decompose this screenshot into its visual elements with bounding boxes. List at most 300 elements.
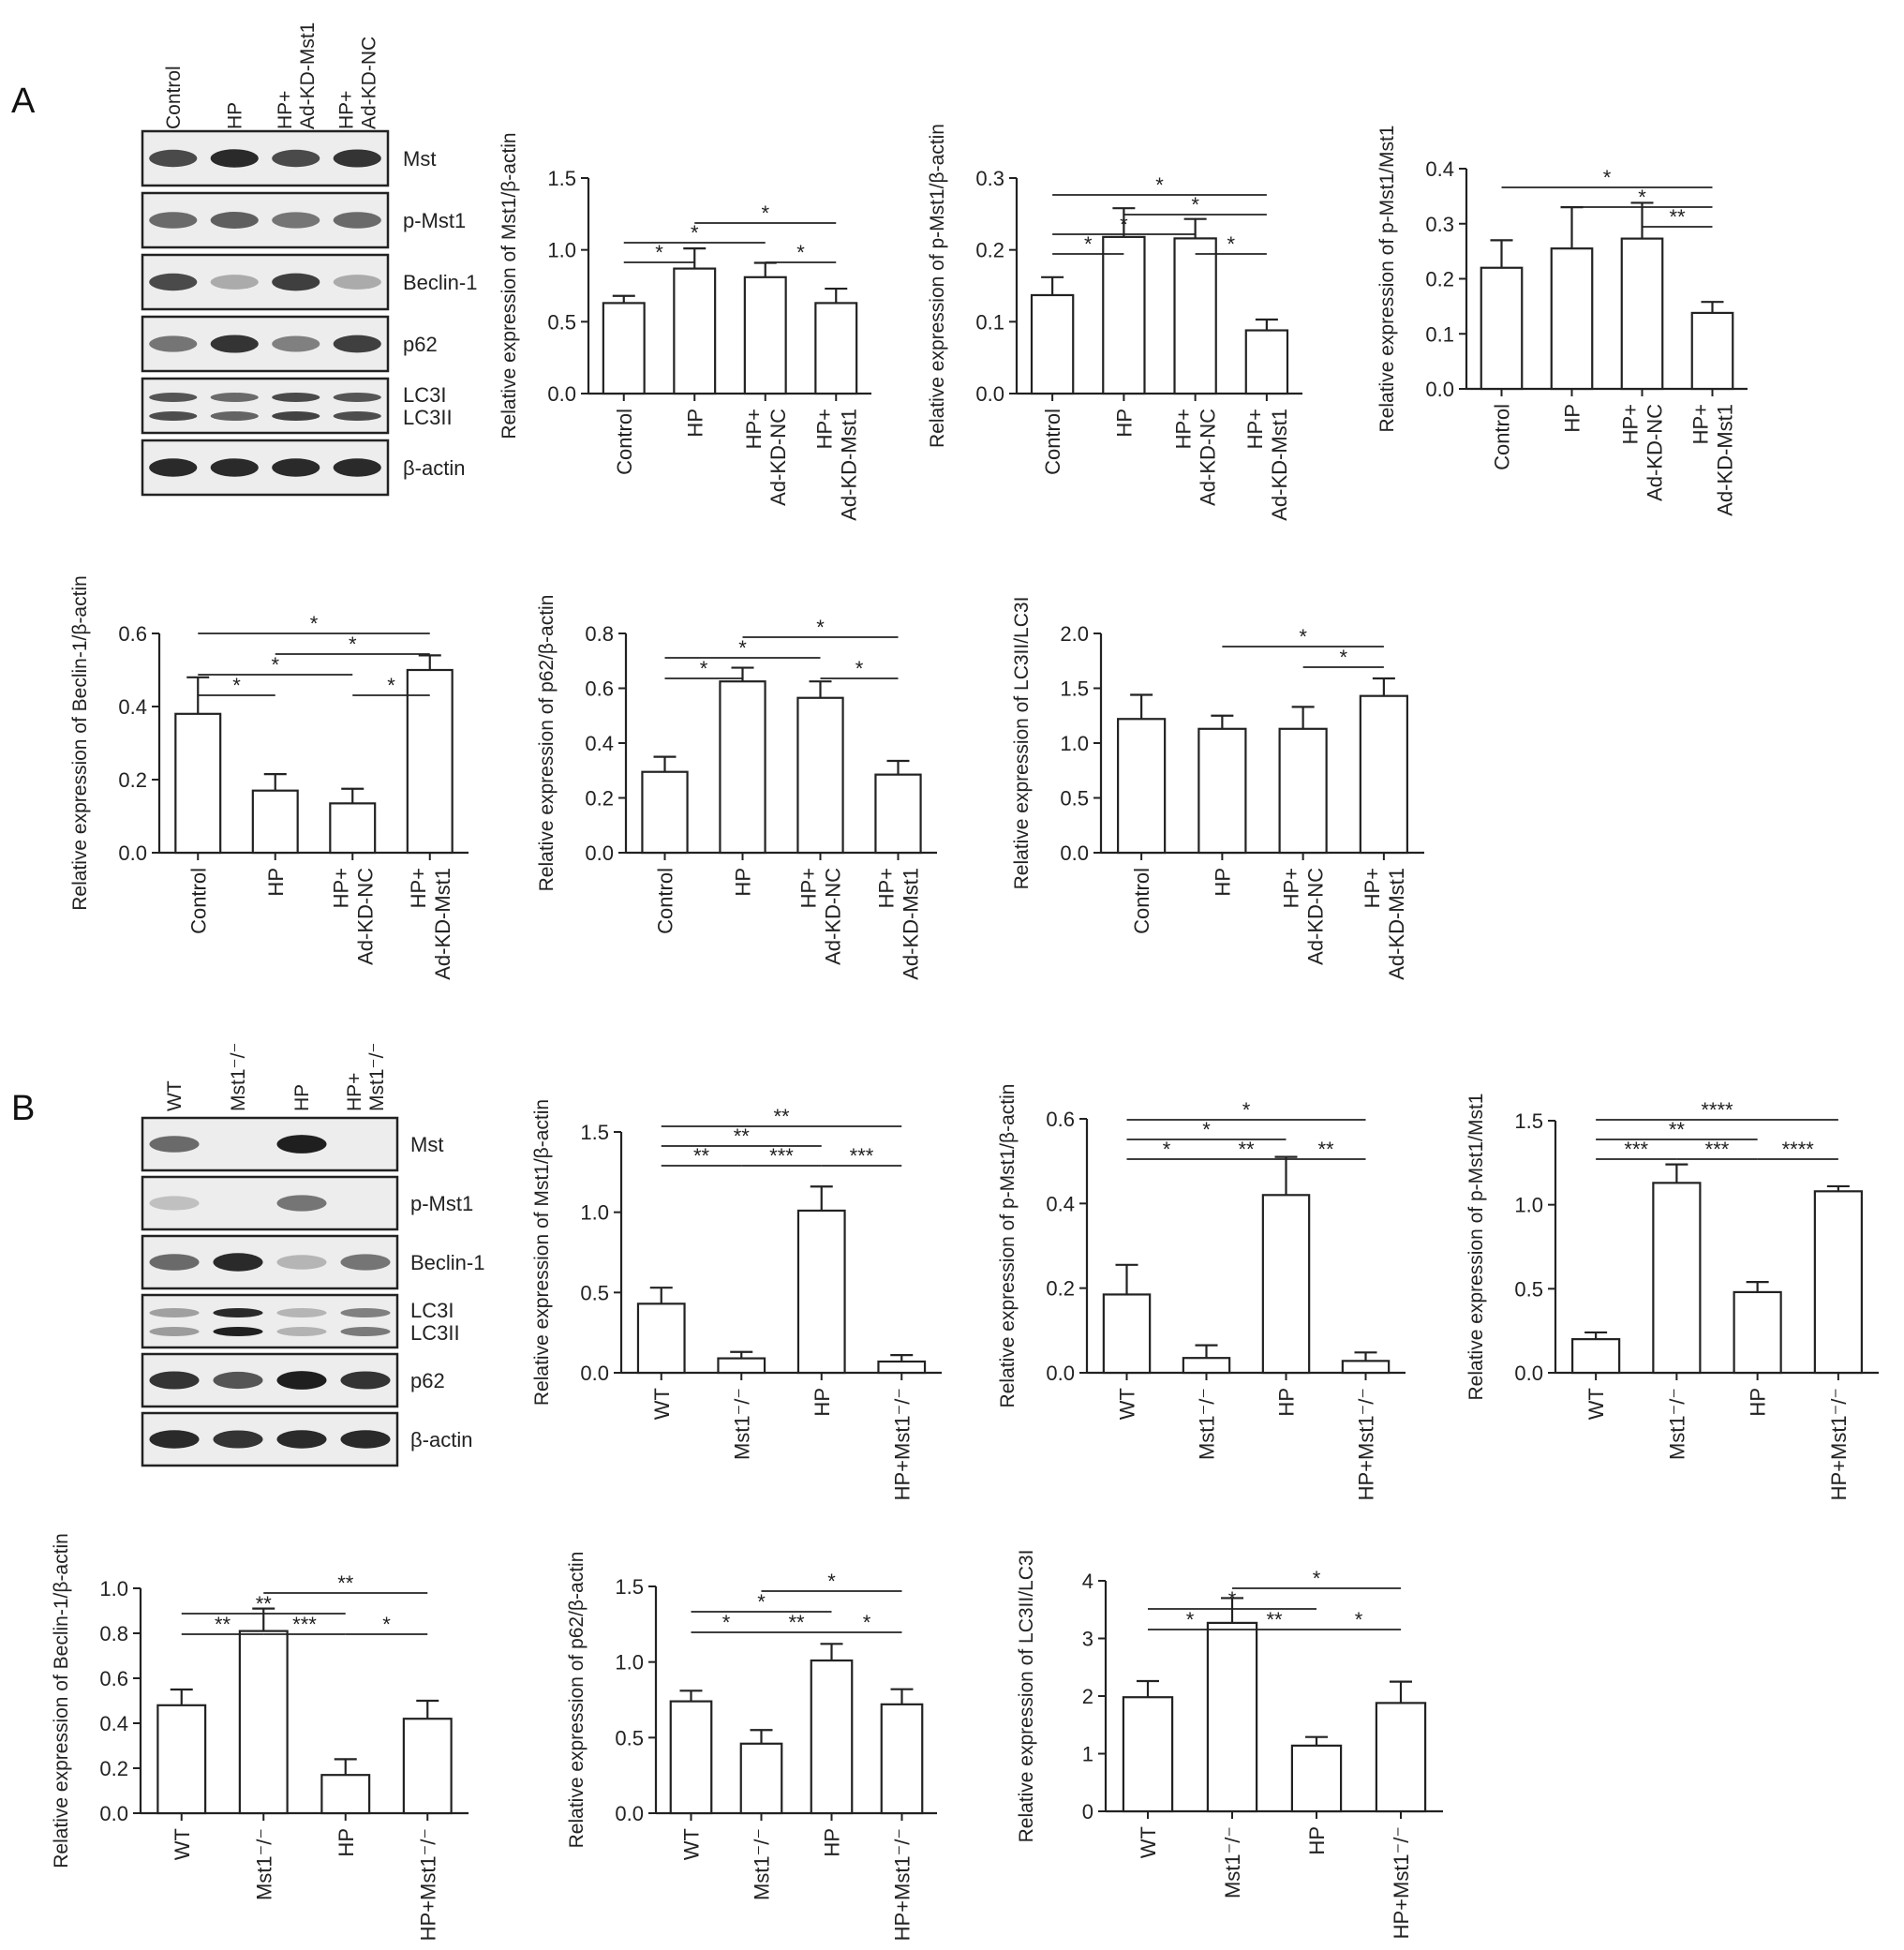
blot-band — [272, 411, 320, 421]
y-tick-label: 1.5 — [547, 167, 576, 190]
blot-band — [334, 411, 381, 421]
y-axis-label: Relative expression of Mst1/β-actin — [531, 1098, 553, 1407]
y-tick-label: 0.4 — [99, 1712, 128, 1735]
significance-label: * — [1638, 186, 1646, 209]
x-category-label: Mst1⁻/⁻ — [252, 1828, 276, 1901]
significance-label: *** — [769, 1144, 794, 1168]
x-category-label: Ad-KD-Mst1 — [1267, 409, 1291, 521]
bar — [408, 670, 453, 853]
bar — [1198, 729, 1245, 853]
x-category-label: HP+Mst1⁻/⁻ — [890, 1388, 915, 1501]
blot-band — [272, 458, 320, 476]
x-category-label: HP+ — [1171, 409, 1196, 450]
x-category-label: Ad-KD-NC — [1303, 868, 1328, 965]
x-category-label: Ad-KD-NC — [1196, 409, 1220, 506]
bar — [253, 791, 298, 853]
bar — [1653, 1183, 1700, 1373]
bar — [1263, 1195, 1309, 1373]
blot-band — [340, 1430, 390, 1448]
y-tick-label: 2 — [1081, 1685, 1093, 1708]
x-category-label: Ad-KD-NC — [766, 409, 790, 506]
x-category-label: HP — [683, 409, 707, 438]
significance-label: * — [1227, 1587, 1237, 1611]
blot-row — [142, 379, 453, 433]
significance-label: * — [690, 221, 699, 245]
blot-band — [272, 274, 320, 291]
blot-row-label: β-actin — [403, 456, 466, 480]
bar — [1118, 719, 1165, 853]
blot-band — [211, 335, 259, 352]
bar-chart — [566, 1552, 937, 1942]
significance-label: * — [271, 653, 280, 677]
significance-label: * — [1339, 646, 1348, 669]
blot-band — [334, 212, 381, 229]
bar — [1103, 237, 1144, 394]
x-category-label: Ad-KD-NC — [353, 868, 378, 965]
y-tick-label: 0.4 — [118, 695, 147, 719]
bar — [1246, 331, 1287, 394]
significance-label: * — [655, 241, 663, 264]
blot-band — [334, 149, 381, 167]
blot-band — [340, 1254, 390, 1270]
x-category-label: HP+ — [1242, 409, 1267, 450]
significance-label: * — [1312, 1567, 1321, 1590]
y-tick-label: 0.0 — [1514, 1362, 1543, 1385]
x-category-label: HP+ — [741, 409, 766, 450]
significance-label: * — [1242, 1098, 1251, 1122]
y-tick-label: 1.0 — [99, 1577, 128, 1600]
y-axis-label: Relative expression of LC3II/LC3I — [1016, 1549, 1037, 1843]
bar — [1376, 1703, 1425, 1811]
significance-label: * — [796, 241, 805, 264]
significance-label: * — [738, 636, 747, 660]
x-category-label: Control — [653, 868, 677, 934]
y-tick-label: 0.0 — [99, 1802, 128, 1825]
bar-chart — [69, 575, 469, 980]
bar-chart — [498, 132, 871, 520]
significance-label: * — [387, 674, 395, 697]
y-tick-label: 3 — [1081, 1627, 1093, 1651]
blot-band — [149, 212, 197, 229]
y-tick-label: 0.0 — [615, 1802, 644, 1825]
significance-label: * — [1120, 213, 1128, 236]
x-category-label: HP+Mst1⁻/⁻ — [1826, 1388, 1851, 1501]
y-tick-label: 0.6 — [585, 677, 614, 701]
x-category-label: WT — [170, 1828, 194, 1861]
x-category-label: Control — [1041, 409, 1065, 475]
bar — [1815, 1191, 1862, 1373]
significance-label: ** — [255, 1592, 272, 1615]
bar — [674, 269, 715, 394]
significance-label: * — [1185, 1608, 1195, 1631]
significance-label: *** — [849, 1144, 874, 1168]
y-tick-label: 0.2 — [1425, 267, 1454, 291]
blot-lane-label: HP+ — [274, 90, 296, 129]
bar — [1361, 696, 1407, 853]
blot-band — [149, 1371, 199, 1389]
significance-label: * — [1083, 232, 1093, 256]
y-tick-label: 1.0 — [1514, 1193, 1543, 1217]
y-axis-label: Relative expression of p62/β-actin — [566, 1551, 588, 1849]
y-tick-label: 1.0 — [580, 1200, 609, 1225]
bar-chart — [1011, 597, 1424, 980]
blot-row-label: β-actin — [410, 1428, 473, 1451]
x-category-label: HP — [334, 1828, 358, 1857]
bar — [878, 1362, 925, 1373]
blot-band — [149, 411, 197, 421]
x-category-label: HP+ — [329, 868, 353, 909]
x-category-label: Ad-KD-Mst1 — [1384, 868, 1408, 980]
blot-band — [276, 1308, 326, 1317]
blot-band — [272, 150, 320, 168]
panel-letter-b: B — [11, 1089, 36, 1128]
blot-row-label: p62 — [410, 1369, 445, 1392]
blot-band — [149, 1430, 199, 1448]
y-tick-label: 0.2 — [585, 786, 614, 811]
blot-band — [213, 1253, 262, 1271]
blot-band — [211, 275, 259, 290]
x-category-label: Ad-KD-Mst1 — [837, 409, 861, 521]
bar — [1572, 1339, 1619, 1373]
bar — [175, 714, 220, 853]
blot-lane-label: Control — [162, 66, 185, 129]
x-category-label: Ad-KD-Mst1 — [1713, 404, 1737, 516]
blot-band — [213, 1430, 262, 1448]
bar-chart — [997, 1084, 1406, 1501]
blot-lane-label: Mst1⁻/⁻ — [228, 1042, 249, 1111]
bar — [1552, 248, 1593, 389]
blot-row — [142, 131, 436, 186]
y-tick-label: 0.0 — [547, 382, 576, 406]
x-category-label: HP — [1746, 1388, 1770, 1417]
blot-row — [142, 317, 438, 371]
blot-band — [149, 1136, 199, 1153]
bar-chart — [1465, 1094, 1879, 1501]
blot-band — [213, 1308, 262, 1317]
y-axis-label: Relative expression of p-Mst1/β-actin — [997, 1083, 1019, 1408]
y-axis-label: Relative expression of LC3II/LC3I — [1011, 596, 1033, 890]
significance-label: ** — [337, 1571, 354, 1595]
western-blot-b — [142, 1042, 484, 1466]
y-tick-label: 0.6 — [118, 622, 147, 646]
blot-band — [211, 458, 259, 476]
y-tick-label: 0.4 — [1425, 157, 1454, 181]
significance-label: * — [721, 1611, 731, 1634]
significance-label: ** — [788, 1611, 805, 1634]
blot-lane-label: Ad-KD-NC — [358, 36, 380, 129]
blot-lane-label: HP+ — [335, 90, 358, 129]
x-category-label: HP+Mst1⁻/⁻ — [1354, 1388, 1378, 1501]
blot-band — [276, 1327, 326, 1336]
significance-label: * — [862, 1611, 871, 1634]
x-category-label: Ad-KD-NC — [1643, 404, 1667, 501]
blot-lane-label: HP+ — [344, 1072, 365, 1111]
y-tick-label: 0.2 — [975, 238, 1004, 262]
bar — [1481, 268, 1523, 389]
blot-lane-label: Ad-KD-Mst1 — [296, 22, 319, 129]
x-category-label: HP+ — [796, 868, 821, 909]
x-category-label: WT — [1137, 1826, 1160, 1859]
bar — [330, 803, 375, 853]
bar-chart — [927, 124, 1302, 521]
significance-label: **** — [1701, 1098, 1733, 1122]
y-tick-label: 0.0 — [1425, 378, 1454, 401]
blot-row-label: Beclin-1 — [410, 1251, 485, 1274]
x-category-label: Control — [1130, 868, 1154, 934]
y-axis-label: Relative expression of p62/β-actin — [536, 594, 558, 892]
x-category-label: HP+Mst1⁻/⁻ — [416, 1828, 440, 1942]
bar — [718, 1359, 765, 1373]
x-category-label: Mst1⁻/⁻ — [1221, 1826, 1244, 1899]
x-category-label: HP+ — [1688, 404, 1713, 445]
y-tick-label: 0.0 — [580, 1362, 609, 1385]
x-category-label: Mst1⁻/⁻ — [730, 1388, 754, 1461]
bar — [741, 1744, 782, 1813]
y-axis-label: Relative expression of Beclin-1/β-actin — [69, 575, 91, 911]
blot-band — [276, 1371, 326, 1390]
blot-band — [276, 1255, 326, 1270]
y-tick-label: 2.0 — [1060, 622, 1089, 646]
bar — [1343, 1361, 1389, 1373]
x-category-label: Ad-KD-Mst1 — [899, 868, 923, 980]
blot-row — [142, 1413, 472, 1466]
bar — [1032, 295, 1073, 394]
bar-chart — [531, 1099, 942, 1501]
bar — [1183, 1358, 1229, 1373]
x-category-label: HP+Mst1⁻/⁻ — [1390, 1826, 1413, 1940]
significance-label: * — [827, 1570, 836, 1593]
significance-label: ** — [214, 1613, 231, 1636]
significance-label: * — [1354, 1608, 1363, 1631]
y-tick-label: 0.0 — [975, 382, 1004, 406]
x-category-label: HP — [1211, 868, 1235, 897]
y-tick-label: 0.2 — [118, 768, 147, 792]
bar-chart — [536, 595, 937, 980]
y-tick-label: 0.0 — [118, 841, 147, 865]
x-category-label: Control — [612, 409, 636, 475]
bar — [797, 698, 842, 853]
significance-label: * — [1227, 232, 1236, 256]
bar — [875, 775, 920, 853]
significance-label: ** — [692, 1144, 710, 1168]
x-category-label: HP — [820, 1828, 844, 1857]
significance-label: * — [309, 612, 319, 635]
significance-label: * — [1602, 166, 1612, 189]
blot-lane-label: Mst1⁻/⁻ — [366, 1042, 388, 1111]
y-tick-label: 0.2 — [99, 1757, 128, 1780]
x-category-label: HP+ — [406, 868, 430, 909]
bar — [603, 303, 645, 394]
bar — [671, 1702, 712, 1813]
blot-band — [211, 411, 259, 421]
significance-label: * — [232, 674, 241, 697]
blot-band — [149, 1196, 199, 1210]
y-axis-label: Relative expression of p-Mst1/Mst1 — [1465, 1093, 1487, 1401]
y-tick-label: 0.6 — [99, 1667, 128, 1690]
x-category-label: HP+ — [1360, 868, 1384, 909]
significance-label: ** — [773, 1105, 790, 1128]
blot-band — [272, 336, 320, 352]
panel-letter-a: A — [11, 82, 36, 121]
bar-chart — [1376, 126, 1748, 516]
blot-band — [149, 1308, 199, 1317]
blot-row — [142, 440, 465, 495]
blot-band — [334, 275, 381, 290]
y-tick-label: 1.0 — [615, 1650, 644, 1675]
y-tick-label: 1.0 — [1060, 732, 1089, 755]
blot-band — [340, 1327, 390, 1336]
y-tick-label: 0.8 — [585, 622, 614, 646]
y-tick-label: 1.5 — [615, 1575, 644, 1599]
bar — [240, 1631, 288, 1813]
blot-row-label: p62 — [403, 333, 438, 356]
bar — [157, 1705, 205, 1813]
blot-row — [142, 193, 466, 247]
significance-label: * — [1202, 1118, 1211, 1141]
blot-band — [149, 150, 197, 168]
bar — [1280, 729, 1327, 853]
y-tick-label: 0.4 — [1046, 1192, 1075, 1216]
x-category-label: HP — [731, 868, 755, 897]
y-axis-label: Relative expression of Beclin-1/β-actin — [51, 1533, 72, 1868]
bar — [882, 1704, 923, 1813]
blot-row — [142, 1354, 445, 1407]
x-category-label: HP — [263, 868, 288, 897]
x-category-label: HP — [1274, 1388, 1299, 1417]
blot-row-label: LC3I — [403, 383, 447, 407]
blot-row — [142, 255, 477, 309]
x-category-label: HP+ — [812, 409, 837, 450]
significance-label: *** — [292, 1613, 317, 1636]
bar — [1692, 313, 1733, 389]
bar — [1734, 1292, 1781, 1373]
y-tick-label: 0.3 — [1425, 212, 1454, 236]
significance-label: * — [382, 1613, 391, 1636]
y-tick-label: 0.5 — [547, 310, 576, 335]
blot-band — [340, 1308, 390, 1317]
significance-label: ** — [1668, 1118, 1685, 1141]
y-tick-label: 0.4 — [585, 732, 614, 755]
bar — [1123, 1697, 1172, 1811]
significance-label: * — [348, 633, 357, 656]
blot-band — [272, 393, 320, 402]
blot-band — [213, 1327, 262, 1336]
blot-band — [272, 212, 320, 228]
blot-row-label: LC3II — [410, 1321, 460, 1345]
blot-band — [340, 1371, 390, 1389]
x-category-label: HP+ — [1279, 868, 1303, 909]
blot-band — [211, 393, 259, 402]
y-tick-label: 0.2 — [1046, 1276, 1075, 1301]
significance-label: * — [1191, 193, 1199, 216]
significance-label: * — [757, 1590, 766, 1614]
y-tick-label: 0.8 — [99, 1622, 128, 1645]
y-tick-label: 0.0 — [585, 841, 614, 865]
blot-band — [149, 274, 197, 291]
blot-band — [334, 458, 381, 476]
significance-label: * — [855, 657, 864, 680]
blot-band — [276, 1195, 326, 1211]
blot-band — [149, 393, 197, 402]
blot-band — [149, 335, 197, 351]
bar — [1208, 1623, 1257, 1811]
y-tick-label: 1 — [1081, 1742, 1093, 1766]
x-category-label: Mst1⁻/⁻ — [1195, 1388, 1219, 1461]
bar — [1104, 1294, 1150, 1373]
blot-row-label: Mst — [403, 147, 437, 171]
y-tick-label: 0.5 — [580, 1281, 609, 1305]
significance-label: * — [816, 616, 825, 639]
blot-row-label: p-Mst1 — [403, 209, 467, 232]
blot-band — [211, 212, 259, 229]
blot-lane-label: HP — [291, 1083, 313, 1111]
blot-lane-label: WT — [164, 1080, 186, 1111]
y-tick-label: 1.0 — [547, 238, 576, 262]
blot-band — [276, 1430, 326, 1448]
significance-label: * — [1155, 173, 1164, 197]
bar — [1292, 1746, 1341, 1811]
blot-band — [276, 1135, 326, 1154]
y-tick-label: 0.1 — [975, 310, 1004, 335]
x-category-label: Control — [1490, 404, 1514, 470]
blot-row — [142, 1177, 473, 1229]
significance-label: * — [1162, 1138, 1171, 1161]
y-tick-label: 0.0 — [1060, 841, 1089, 865]
y-tick-label: 1.5 — [580, 1121, 609, 1144]
y-tick-label: 4 — [1081, 1570, 1093, 1593]
y-axis-label: Relative expression of p-Mst1/Mst1 — [1376, 125, 1398, 433]
y-tick-label: 0.5 — [1514, 1277, 1543, 1302]
x-category-label: HP — [1560, 404, 1584, 433]
bar — [745, 277, 786, 394]
blot-band — [334, 393, 381, 402]
x-category-label: WT — [649, 1388, 674, 1421]
y-tick-label: 0.6 — [1046, 1108, 1075, 1131]
bar — [642, 772, 687, 853]
significance-label: *** — [1624, 1138, 1649, 1161]
x-category-label: HP+Mst1⁻/⁻ — [890, 1828, 915, 1942]
blot-band — [213, 1372, 262, 1389]
significance-label: ** — [1266, 1608, 1283, 1631]
significance-label: **** — [1781, 1138, 1814, 1161]
significance-label: ** — [1669, 205, 1686, 229]
y-tick-label: 0 — [1081, 1800, 1093, 1823]
bar — [720, 681, 765, 853]
blot-band — [149, 1327, 199, 1336]
y-tick-label: 0.0 — [1046, 1362, 1075, 1385]
x-category-label: HP — [810, 1388, 834, 1417]
bar — [638, 1303, 685, 1373]
x-category-label: HP+ — [1618, 404, 1643, 445]
blot-row-label: p-Mst1 — [410, 1192, 474, 1215]
bar — [321, 1775, 369, 1813]
significance-label: *** — [1704, 1138, 1730, 1161]
y-tick-label: 0.3 — [975, 167, 1004, 190]
blot-row — [142, 1236, 484, 1288]
blot-band — [149, 458, 197, 476]
blot-strip — [142, 379, 388, 433]
y-tick-label: 1.5 — [1514, 1109, 1543, 1133]
bar — [811, 1660, 853, 1813]
blot-row-label: Mst — [410, 1133, 444, 1156]
bar — [815, 303, 856, 394]
significance-label: ** — [1317, 1138, 1334, 1161]
y-tick-label: 1.5 — [1060, 677, 1089, 701]
y-axis-label: Relative expression of Mst1/β-actin — [498, 132, 520, 439]
bar-chart — [51, 1533, 469, 1941]
x-category-label: WT — [1584, 1388, 1609, 1421]
blot-row — [142, 1295, 460, 1347]
